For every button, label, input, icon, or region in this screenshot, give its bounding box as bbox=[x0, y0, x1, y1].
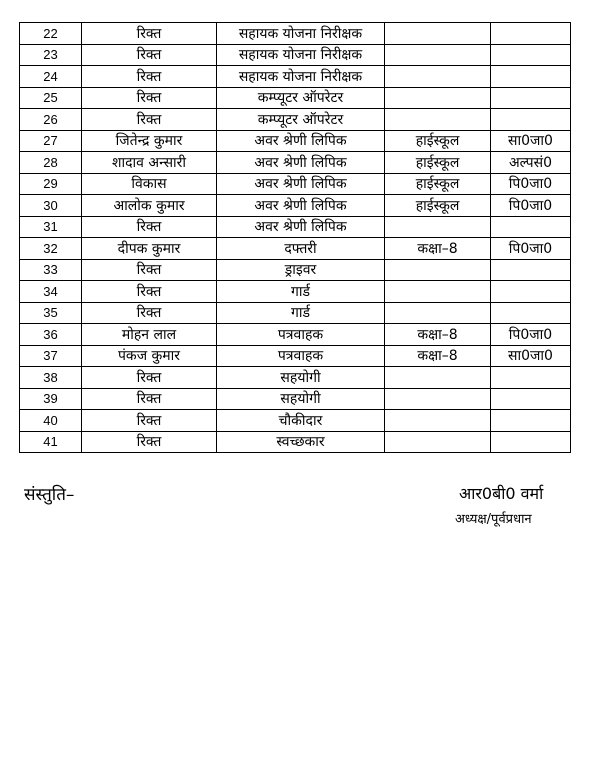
post-cell: गार्ड bbox=[217, 302, 385, 324]
table-row bbox=[20, 302, 571, 324]
post-cell: चौकीदार bbox=[217, 410, 385, 432]
post-cell: अवर श्रेणी लिपिक bbox=[217, 130, 385, 152]
table-row bbox=[20, 195, 571, 217]
serial-number-cell: 29 bbox=[20, 173, 82, 195]
qualification-cell bbox=[385, 281, 491, 303]
serial-number-cell: 25 bbox=[20, 87, 82, 109]
serial-number-cell: 39 bbox=[20, 388, 82, 410]
category-cell bbox=[491, 367, 571, 389]
serial-number-cell: 33 bbox=[20, 259, 82, 281]
qualification-cell bbox=[385, 23, 491, 45]
employee-name-cell: रिक्त bbox=[82, 216, 217, 238]
qualification-cell bbox=[385, 431, 491, 453]
category-cell bbox=[491, 302, 571, 324]
table-row bbox=[20, 238, 571, 260]
serial-number-cell: 23 bbox=[20, 44, 82, 66]
employee-name-cell: रिक्त bbox=[82, 410, 217, 432]
post-cell: पत्रवाहक bbox=[217, 324, 385, 346]
table-row bbox=[20, 410, 571, 432]
employee-name-cell: दीपक कुमार bbox=[82, 238, 217, 260]
category-cell: पि0जा0 bbox=[491, 324, 571, 346]
serial-number-cell: 34 bbox=[20, 281, 82, 303]
serial-number-cell: 30 bbox=[20, 195, 82, 217]
table-row bbox=[20, 388, 571, 410]
category-cell: पि0जा0 bbox=[491, 238, 571, 260]
post-cell: पत्रवाहक bbox=[217, 345, 385, 367]
qualification-cell bbox=[385, 388, 491, 410]
employee-name-cell: रिक्त bbox=[82, 302, 217, 324]
employee-name-cell: रिक्त bbox=[82, 66, 217, 88]
category-cell bbox=[491, 410, 571, 432]
employee-name-cell: रिक्त bbox=[82, 87, 217, 109]
category-cell bbox=[491, 388, 571, 410]
table-row bbox=[20, 23, 571, 45]
category-cell bbox=[491, 281, 571, 303]
serial-number-cell: 38 bbox=[20, 367, 82, 389]
qualification-cell: हाईस्कूल bbox=[385, 152, 491, 174]
post-cell: अवर श्रेणी लिपिक bbox=[217, 173, 385, 195]
post-cell: अवर श्रेणी लिपिक bbox=[217, 152, 385, 174]
qualification-cell bbox=[385, 410, 491, 432]
qualification-cell bbox=[385, 216, 491, 238]
qualification-cell bbox=[385, 259, 491, 281]
table-row bbox=[20, 324, 571, 346]
employee-name-cell: रिक्त bbox=[82, 259, 217, 281]
employee-name-cell: मोहन लाल bbox=[82, 324, 217, 346]
post-cell: सहायक योजना निरीक्षक bbox=[217, 44, 385, 66]
category-cell bbox=[491, 216, 571, 238]
employee-name-cell: रिक्त bbox=[82, 388, 217, 410]
employee-name-cell: रिक्त bbox=[82, 44, 217, 66]
post-cell: स्वच्छकार bbox=[217, 431, 385, 453]
post-cell: अवर श्रेणी लिपिक bbox=[217, 195, 385, 217]
employee-name-cell: विकास bbox=[82, 173, 217, 195]
serial-number-cell: 35 bbox=[20, 302, 82, 324]
post-cell: सहयोगी bbox=[217, 367, 385, 389]
serial-number-cell: 22 bbox=[20, 23, 82, 45]
serial-number-cell: 41 bbox=[20, 431, 82, 453]
signatory-title: अध्यक्ष/पूर्वप्रधान bbox=[455, 512, 532, 527]
table-row bbox=[20, 87, 571, 109]
post-cell: अवर श्रेणी लिपिक bbox=[217, 216, 385, 238]
qualification-cell: कक्षा–8 bbox=[385, 345, 491, 367]
post-cell: दफ्तरी bbox=[217, 238, 385, 260]
serial-number-cell: 31 bbox=[20, 216, 82, 238]
category-cell: सा0जा0 bbox=[491, 345, 571, 367]
category-cell bbox=[491, 23, 571, 45]
post-cell: सहयोगी bbox=[217, 388, 385, 410]
employee-name-cell: रिक्त bbox=[82, 367, 217, 389]
qualification-cell: कक्षा–8 bbox=[385, 324, 491, 346]
serial-number-cell: 37 bbox=[20, 345, 82, 367]
table-row bbox=[20, 259, 571, 281]
serial-number-cell: 40 bbox=[20, 410, 82, 432]
qualification-cell: हाईस्कूल bbox=[385, 173, 491, 195]
signatory-name: आर0बी0 वर्मा bbox=[459, 484, 544, 503]
serial-number-cell: 28 bbox=[20, 152, 82, 174]
post-cell: ड्राइवर bbox=[217, 259, 385, 281]
post-cell: कम्प्यूटर ऑपरेटर bbox=[217, 87, 385, 109]
category-cell: पि0जा0 bbox=[491, 173, 571, 195]
category-cell bbox=[491, 109, 571, 131]
qualification-cell bbox=[385, 109, 491, 131]
category-cell: पि0जा0 bbox=[491, 195, 571, 217]
qualification-cell bbox=[385, 66, 491, 88]
employee-name-cell: शादाव अन्सारी bbox=[82, 152, 217, 174]
qualification-cell bbox=[385, 87, 491, 109]
employee-name-cell: पंकज कुमार bbox=[82, 345, 217, 367]
employee-name-cell: रिक्त bbox=[82, 431, 217, 453]
serial-number-cell: 36 bbox=[20, 324, 82, 346]
post-cell: सहायक योजना निरीक्षक bbox=[217, 23, 385, 45]
category-cell: सा0जा0 bbox=[491, 130, 571, 152]
qualification-cell: हाईस्कूल bbox=[385, 130, 491, 152]
serial-number-cell: 24 bbox=[20, 66, 82, 88]
recommendation-label: संस्तुति– bbox=[24, 485, 75, 505]
employee-name-cell: रिक्त bbox=[82, 23, 217, 45]
qualification-cell: कक्षा–8 bbox=[385, 238, 491, 260]
table-row bbox=[20, 281, 571, 303]
category-cell bbox=[491, 66, 571, 88]
employee-name-cell: रिक्त bbox=[82, 109, 217, 131]
qualification-cell bbox=[385, 44, 491, 66]
category-cell bbox=[491, 431, 571, 453]
employee-name-cell: जितेन्द्र कुमार bbox=[82, 130, 217, 152]
table-row bbox=[20, 431, 571, 453]
employee-name-cell: आलोक कुमार bbox=[82, 195, 217, 217]
staff-table-body bbox=[20, 23, 571, 453]
table-row bbox=[20, 66, 571, 88]
qualification-cell bbox=[385, 302, 491, 324]
category-cell bbox=[491, 87, 571, 109]
qualification-cell bbox=[385, 367, 491, 389]
post-cell: गार्ड bbox=[217, 281, 385, 303]
serial-number-cell: 32 bbox=[20, 238, 82, 260]
qualification-cell: हाईस्कूल bbox=[385, 195, 491, 217]
table-row bbox=[20, 109, 571, 131]
table-row bbox=[20, 152, 571, 174]
table-row bbox=[20, 173, 571, 195]
serial-number-cell: 26 bbox=[20, 109, 82, 131]
table-row bbox=[20, 130, 571, 152]
table-row bbox=[20, 216, 571, 238]
category-cell bbox=[491, 259, 571, 281]
category-cell bbox=[491, 44, 571, 66]
employee-name-cell: रिक्त bbox=[82, 281, 217, 303]
table-row bbox=[20, 345, 571, 367]
serial-number-cell: 27 bbox=[20, 130, 82, 152]
table-row bbox=[20, 44, 571, 66]
table-row bbox=[20, 367, 571, 389]
staff-table bbox=[19, 22, 571, 453]
category-cell: अल्पसं0 bbox=[491, 152, 571, 174]
post-cell: सहायक योजना निरीक्षक bbox=[217, 66, 385, 88]
post-cell: कम्प्यूटर ऑपरेटर bbox=[217, 109, 385, 131]
